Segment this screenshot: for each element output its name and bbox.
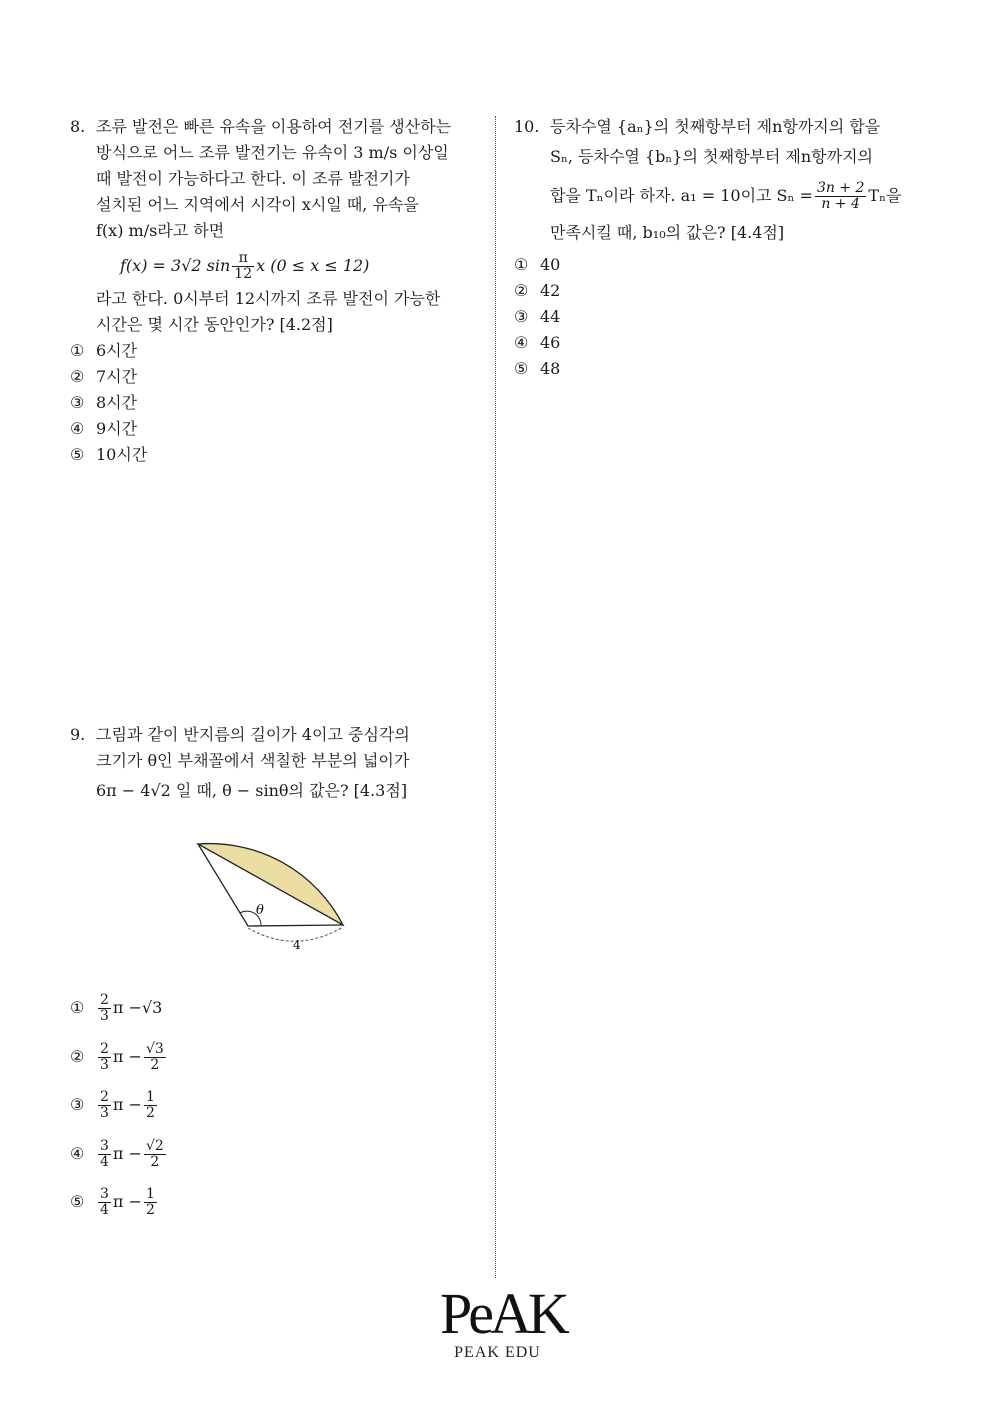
option-mark: ④ <box>70 1143 85 1163</box>
question-number: 8. <box>70 117 86 136</box>
option-mark: ④ <box>514 333 529 352</box>
fraction-denominator: 4 <box>100 1202 109 1218</box>
option-fraction <box>98 1090 111 1121</box>
answer-option[interactable] <box>70 1081 370 1130</box>
answer-option[interactable] <box>70 338 480 364</box>
answer-option[interactable] <box>70 1130 370 1179</box>
option-mark: ③ <box>514 307 529 326</box>
fraction-denominator: 4 <box>100 1153 109 1170</box>
option-fraction <box>98 1139 111 1170</box>
option-mark: ⑤ <box>70 445 85 464</box>
answer-option[interactable] <box>514 356 934 382</box>
fraction-numerator: √3 <box>145 1040 164 1057</box>
fraction-denominator: 3 <box>100 1056 109 1073</box>
option-pi: π − <box>112 1095 142 1114</box>
option-fraction <box>144 1042 166 1073</box>
fraction-numerator: 3 <box>100 1137 109 1154</box>
fraction-denominator: 2 <box>145 1202 155 1218</box>
formula-fraction: $\frac{\pi}{12}$ <box>234 250 253 282</box>
fraction-denominator: 2 <box>150 1056 160 1073</box>
question-9-options <box>70 984 370 1227</box>
question-10-line: 만족시킬 때, b₁₀의 값은? [4.4점] <box>550 223 785 242</box>
option-fraction <box>144 1187 157 1218</box>
sector-figure <box>185 825 360 955</box>
radius-label: 4 <box>293 938 301 952</box>
question-8 <box>70 114 480 468</box>
answer-option[interactable] <box>70 984 370 1033</box>
sector-radius <box>248 925 343 926</box>
answer-option[interactable] <box>70 442 480 468</box>
option-mark: ③ <box>70 1095 85 1114</box>
option-fraction <box>98 993 111 1024</box>
question-8-line: 때 발전이 가능하다고 한다. 이 조류 발전기가 <box>96 169 410 188</box>
option-text: 10시간 <box>96 445 148 464</box>
question-9-line: 9. 그림과 같이 반지름의 길이가 4이고 중심각의 <box>70 722 480 748</box>
fraction-numerator: 2 <box>100 1040 109 1057</box>
answer-option[interactable] <box>514 304 934 330</box>
answer-option[interactable] <box>70 1178 370 1227</box>
question-number: 9. <box>70 725 86 744</box>
option-mark: ① <box>514 255 529 274</box>
answer-option[interactable] <box>70 1033 370 1082</box>
option-fraction <box>144 1090 157 1121</box>
question-10-line: 10. 등차수열 {aₙ}의 첫째항부터 제n항까지의 합을 <box>514 114 934 140</box>
option-mark: ④ <box>70 419 85 438</box>
question-8-line: 라고 한다. 0시부터 12시까지 조류 발전이 가능한 <box>96 289 441 308</box>
column-divider <box>495 116 496 1278</box>
option-text: 48 <box>540 359 561 378</box>
question-8-line: 방식으로 어느 조류 발전기는 유속이 3 m/s 이상일 <box>96 143 449 162</box>
answer-option[interactable] <box>514 252 934 278</box>
fraction-denominator: 3 <box>100 1008 109 1024</box>
option-mark: ⑤ <box>514 359 529 378</box>
question-8-line: f(x) m/s라고 하면 <box>96 221 225 240</box>
answer-option[interactable] <box>70 364 480 390</box>
question-8-formula: f(x) = 3√2 sin $\frac{\pi}{12}$ x (0 ≤ x ≤ 12) <box>120 250 370 282</box>
option-text: 7시간 <box>96 367 138 386</box>
logo-subtitle: PEAK EDU <box>454 1344 541 1361</box>
question-10 <box>514 114 934 382</box>
answer-option[interactable] <box>514 278 934 304</box>
fraction-numerator: 3 <box>100 1186 109 1202</box>
option-mark: ② <box>70 1046 85 1066</box>
question-9-line: 6π − 4√2 일 때, θ − sinθ의 값은? [4.3점] <box>96 781 408 800</box>
question-8-line: 설치된 어느 지역에서 시각이 x시일 때, 유속을 <box>96 195 419 214</box>
option-text: 42 <box>540 281 561 300</box>
fraction-numerator: 1 <box>145 1186 155 1202</box>
option-fraction <box>144 1139 166 1170</box>
option-text: 44 <box>540 307 561 326</box>
option-pi: π − <box>112 1143 142 1163</box>
logo-wordmark: PeAK <box>440 1281 566 1346</box>
option-pi: π − <box>112 1192 142 1211</box>
option-text: 8시간 <box>96 393 138 412</box>
option-mark: ⑤ <box>70 1192 85 1211</box>
shaded-segment <box>198 844 343 925</box>
peak-edu-logo <box>440 1280 566 1362</box>
theta-label: θ <box>256 903 264 918</box>
option-text: 6시간 <box>96 341 138 360</box>
option-mark: ② <box>514 281 529 300</box>
answer-option[interactable] <box>514 330 934 356</box>
option-mark: ① <box>70 998 85 1017</box>
option-radical: √3 <box>141 998 163 1017</box>
question-9-line: 크기가 θ인 부채꼴에서 색칠한 부분의 넓이가 <box>96 751 410 770</box>
question-8-line: 시간은 몇 시간 동안인가? [4.2점] <box>96 315 333 334</box>
fraction-denominator: 3 <box>100 1105 109 1121</box>
option-pi: π − <box>112 998 142 1017</box>
question-number: 10. <box>514 117 540 136</box>
option-pi: π − <box>112 1046 142 1066</box>
option-fraction <box>98 1042 111 1073</box>
question-8-options <box>70 338 480 468</box>
fraction-numerator: 2 <box>100 1089 109 1105</box>
option-text: 46 <box>540 333 561 352</box>
answer-option[interactable] <box>70 390 480 416</box>
option-mark: ③ <box>70 393 85 412</box>
fraction-numerator: 2 <box>100 992 109 1008</box>
fraction-numerator: 1 <box>145 1089 155 1105</box>
option-mark: ② <box>70 367 85 386</box>
answer-option[interactable] <box>70 416 480 442</box>
option-mark: ① <box>70 341 85 360</box>
fraction-numerator: √2 <box>145 1137 164 1154</box>
question-8-line: 8. 조류 발전은 빠른 유속을 이용하여 전기를 생산하는 <box>70 114 480 140</box>
question-10-line: 합을 Tₙ이라 하자. a₁ = 10이고 Sₙ = $\frac{3n + 2}{n + 4}$ Tₙ을 <box>550 180 902 212</box>
fraction-denominator: 2 <box>145 1105 155 1121</box>
fraction-denominator: 2 <box>150 1153 160 1170</box>
question-9 <box>70 722 480 804</box>
option-text: 40 <box>540 255 561 274</box>
formula-fraction: $\frac{3n + 2}{n + 4}$ <box>816 180 865 212</box>
question-10-options <box>514 252 934 382</box>
option-text: 9시간 <box>96 419 138 438</box>
option-fraction <box>98 1187 111 1218</box>
question-10-line: Sₙ, 등차수열 {bₙ}의 첫째항부터 제n항까지의 <box>550 147 873 166</box>
